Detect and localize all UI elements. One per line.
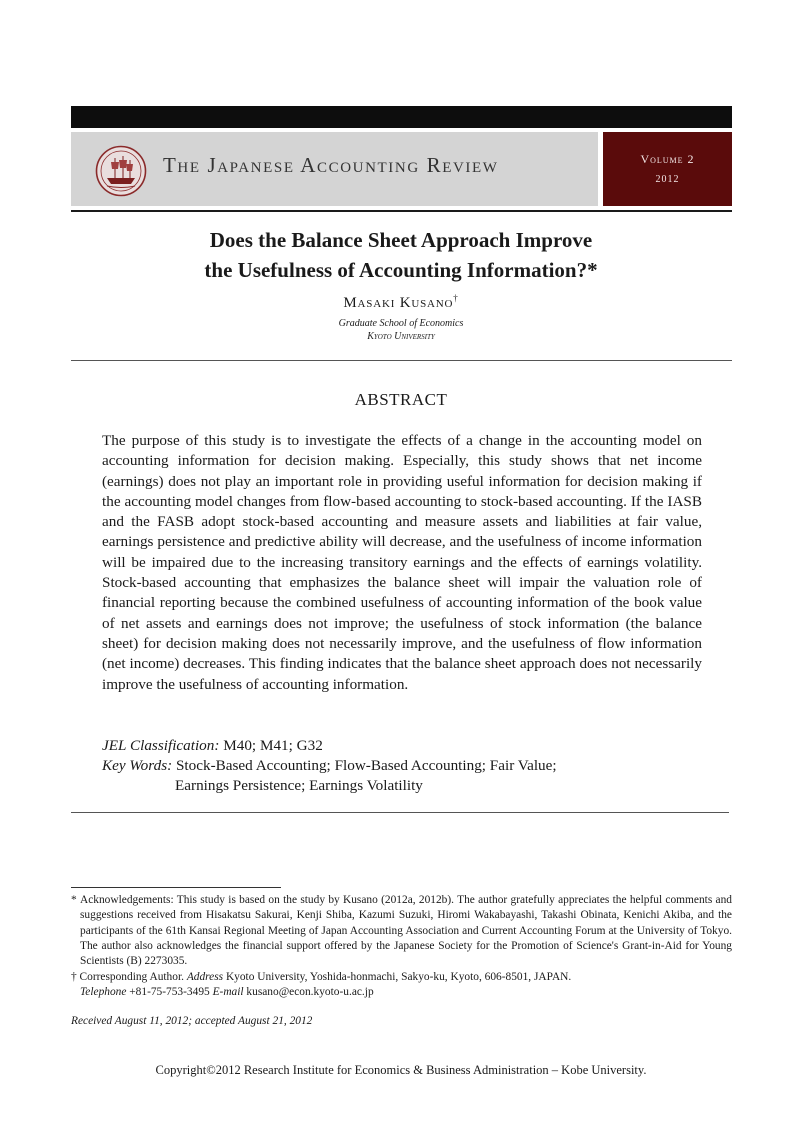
copyright-notice: Copyright©2012 Research Institute for Economics & Business Administration – Kobe University. xyxy=(155,1063,647,1077)
volume-banner xyxy=(603,132,732,206)
footnote-mark: * xyxy=(71,894,77,906)
jel-classification xyxy=(102,736,323,756)
abstract-heading: ABSTRACT xyxy=(354,390,448,409)
key-words-label: Key Words: xyxy=(102,757,173,774)
key-words-line-2: Earnings Persistence; Earnings Volatility xyxy=(175,777,423,794)
jel-value: M40; M41; G32 xyxy=(219,737,323,754)
header-rule xyxy=(71,210,732,212)
volume-label: Volume 2 xyxy=(640,152,695,166)
email-value: kusano@econ.kyoto-u.ac.jp xyxy=(243,986,374,998)
author-name-text: Masaki Kusano xyxy=(343,295,454,311)
journal-title: The Japanese Accounting Review xyxy=(163,153,499,177)
footnote-acknowledgements xyxy=(71,893,732,969)
ship-seal-icon xyxy=(95,145,147,197)
author-mark: † xyxy=(453,293,459,303)
key-words xyxy=(102,756,557,776)
affiliation-line-1: Graduate School of Economics xyxy=(338,318,464,329)
footnote-corresponding-author xyxy=(71,970,732,985)
email-label: E-mail xyxy=(212,986,244,998)
footnote-contact xyxy=(80,985,374,1000)
abstract-end-rule xyxy=(71,812,729,813)
received-dates: Received August 11, 2012; accepted August 21, 2012 xyxy=(71,1015,313,1027)
affiliation-line-2: Kyoto University xyxy=(367,331,435,342)
abstract-body: The purpose of this study is to investigate the effects of a change in the accounting model on accounting information for decision making. Especially, this study shows that net income (earnings) does not play an important role in providing useful information for decision making if the accounting model changes from flow-based accounting to stock-based accounting. If the IASB and the FASB adopt stock-based accounting and measure assets and liabilities at fair value, earnings persistence and predictive ability will decrease, and the usefulness of income information will be impaired due to the increasing transitory earnings and the effects of earnings volatility. Stock-based accounting that emphasizes the balance sheet will impair the valuation role of financial reporting because the combined usefulness of accounting information of the book value of net assets and earnings does not improve; the usefulness of stock information (the balance sheet) for decision making does not necessarily improve, and the usefulness of flow information (net income) decreases. This finding indicates that the balance sheet approach does not necessarily improve the usefulness of accounting information. xyxy=(102,432,702,693)
corresponding-author-prefix: † Corresponding Author. xyxy=(71,971,187,983)
author-name xyxy=(0,293,802,312)
title-section-rule xyxy=(71,360,732,361)
volume-year: 2012 xyxy=(655,174,680,185)
address-label: Address xyxy=(186,971,224,983)
key-words-line-1: Stock-Based Accounting; Flow-Based Accounting; Fair Value; xyxy=(172,757,557,774)
paper-title-line-1: Does the Balance Sheet Approach Improve xyxy=(209,228,593,252)
jel-label: JEL Classification: xyxy=(102,737,220,754)
telephone-value: +81-75-753-3495 xyxy=(126,986,213,998)
paper-title-line-2: the Usefulness of Accounting Information?* xyxy=(204,258,598,282)
header-top-bar xyxy=(71,106,732,128)
address-value: Kyoto University, Yoshida-honmachi, Sakyo-ku, Kyoto, 606-8501, JAPAN. xyxy=(223,971,572,983)
telephone-label: Telephone xyxy=(80,986,127,998)
footnote-rule xyxy=(71,887,281,888)
footnote-acknowledgements-text: Acknowledgements: This study is based on the study by Kusano (2012a, 2012b). The author gratefully appreciates the helpful comments and suggestions received from Hisakatsu Sakurai, Kenji Shiba, Kazumi Suzuki, Hiromi Wakabayashi, Takashi Obinata, Kenichi Akiba, and the participants of the 61th Kansai Regional Meeting of Japan Accounting Association and Current Accounting Forum at the University of Tokyo. The author also acknowledges the financial support offered by the Japanese Society for the Promotion of Science's Grant-in-Aid for Young Scientists (B) 2273035. xyxy=(80,894,732,968)
